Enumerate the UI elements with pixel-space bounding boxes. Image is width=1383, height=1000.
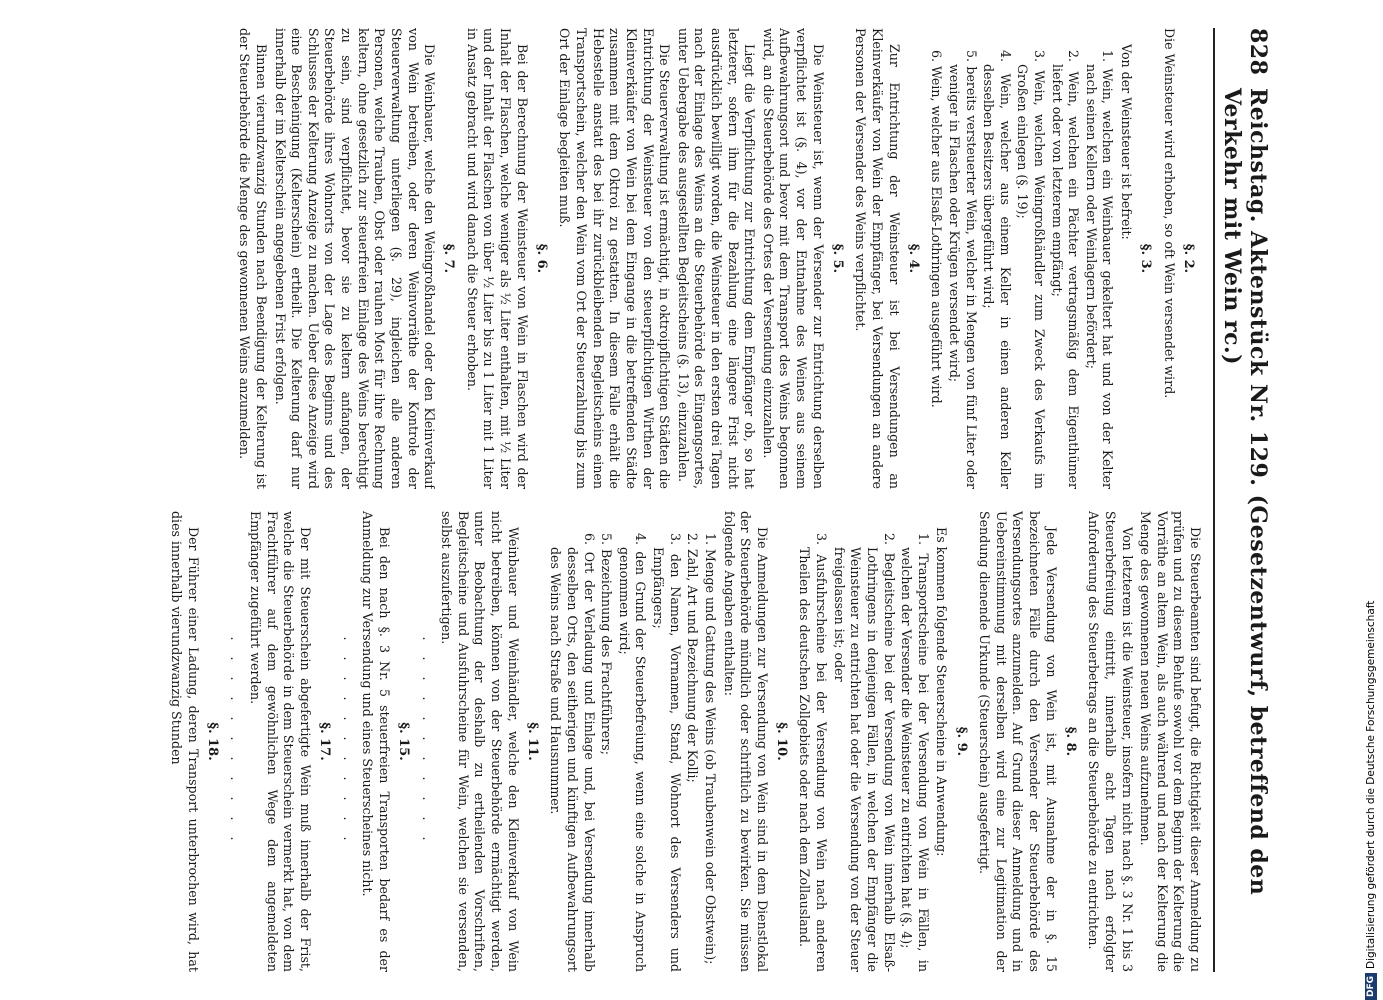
exemption-list xyxy=(928,28,1116,489)
paragraph: Es kommen folgende Steuerscheine in Anwendung: xyxy=(934,527,950,857)
paragraph: Bei der Berechnung der Weinsteuer von Wein in Flaschen wird der Inhalt der Flaschen, welche weniger als ½ Liter enthalten, mit ½ Liter und der Inhalt der Flaschen von über ½ Liter bis zu 1 Liter mit 1 Liter in Ansatz gebracht und wird danach die Steuer erhoben. xyxy=(464,28,530,489)
list-item: 2. Zahl, Art und Bezeichnung der Kolli; xyxy=(685,533,701,783)
section-heading: §. 9. xyxy=(953,726,969,757)
paragraph: Liegt die Verpflichtung zur Entrichtung dem Empfänger ob, so hat letzterer, sofern ihm für die Bezahlung eine längere Frist nicht ausdrücklich bewilligt worden, die Weinsteuer in den ersten drei Tagen nach der Einlage des Weins an die Steuerbehörde des Eingangsortes, unter Uebergabe des ausgestellten Begleitscheins (§. 13), einzuzahlen. xyxy=(675,28,758,489)
left-column xyxy=(23,28,1203,489)
section-heading: §. 7. xyxy=(441,243,457,274)
list-item: 6. Wein, welcher aus Elsaß-Lothringen ausgeführt wird. xyxy=(929,50,945,408)
angaben-list xyxy=(547,511,718,972)
section-heading: §. 5. xyxy=(829,243,845,274)
paragraph: Die Anmeldungen zur Versendung von Wein sind in dem Dienstlokal der Steuerbehörde mündlich oder schriftlich zu bewirken. Sie müssen folgende Angaben enthalten: xyxy=(721,511,770,972)
list-item: 1. Wein, welchen ein Weinbauer gekeltert hat und von der Kelter nach seinen Kellern oder Weinlagern befördert; xyxy=(1083,50,1116,489)
list-item: 1. Menge und Gattung des Weins (ob Traubenwein oder Obstwein); xyxy=(702,533,718,965)
steuerschein-list xyxy=(796,511,931,972)
funding-credit-text: Digitalisierung gefördert durch die Deutsche Forschungsgemeinschaft xyxy=(1365,600,1377,969)
paragraph: Von letzterem ist die Weinsteuer, insofern nicht nach §. 3 Nr. 1 bis 3 Steuerbefreiung eintritt, innerhalb acht Tagen nach erfolgter Anforderung des Steuerbetrags an die Steuerbehörde zu entrichten. xyxy=(1086,511,1135,972)
list-item: 2. Wein, welchen ein Pächter vertragsmäßig dem Eigenthümer liefert oder von letzterem empfängt; xyxy=(1049,50,1082,489)
paragraph: Der mit Steuerschein abgefertigte Wein muß innerhalb der Frist, welche die Steuerbehörde in dem Steuerschein vermerkt hat, von dem Frachtführer auf dem gewöhnlichen Wege dem angemeldeten Empfänger zugeführt werden. xyxy=(248,511,313,972)
section-heading: §. 11. xyxy=(524,722,540,761)
paragraph: Die Weinbauer, welche den Weingroßhandel oder den Kleinverkauf von Wein betreiben, oder deren Weinvorräthe der Kontrole der Steuerverwaltung unterliegen (§. 29), ingleichen alle anderen Personen, welche Trauben, Obst oder rauhen Most für ihre Rechnung keltern, ohne gesetzlich zur steuerfreien Einlage des Weins berechtigt zu sein, sind verpflichtet, bevor sie zu keltern anfangen, der Steuerbehörde ihres Wohnorts von der Lage des Beginns und des Schlusses der Kelterung Anzeige zu machen. Ueber diese Anzeige wird eine Bescheinigung (Kelterschein) ertheilt. Die Kelterung darf nur innerhalb der im Kelterschein angegebenen Frist erfolgen. xyxy=(272,28,438,489)
section-heading: §. 6. xyxy=(533,243,549,274)
list-item: 5. bereits versteuerter Wein, welcher in Mengen von fünf Liter oder weniger in Flaschen oder Krügen versendet wird; xyxy=(946,50,979,489)
right-column xyxy=(23,511,1203,972)
paragraph: Zur Entrichtung der Weinsteuer ist bei Versendungen an Kleinverkäufer von Wein der Empfänger, bei Versendungen an andere Personen der Versender des Weins verpflichtet. xyxy=(853,28,902,489)
section-heading: §. 4. xyxy=(905,243,921,274)
ellipsis-row: . . . . . . . . . . . xyxy=(340,636,356,847)
section-heading: §. 17. xyxy=(317,722,333,761)
section-heading: §. 8. xyxy=(1062,726,1078,757)
paragraph: Die Steuerbeamten sind befugt, die Richtigkeit dieser Anmeldung zu prüfen und zu diesem Behufe sowohl vor dem Beginn der Kelterung die Vorräthe an altem Wein, als auch während und nach der Kelterung die Menge des gewonnenen neuen Weins aufzunehmen. xyxy=(1138,511,1203,972)
paragraph: Die Steuerverwaltung ist ermächtigt, in oktroipflichtigen Städten die Entrichtung der Weinsteuer von den steuerpflichtigen Wirthen der Kleinverkäufer von Wein bei dem Eingange in die betreffenden Städte zusammen mit dem Oktroi zu gestatten. In diesem Falle erhält die Hebestelle anstatt des bei ihr zurückbleibenden Begleitscheins einen Transportschein, welcher den Wein vom Ort der Steuerzahlung bis zum Ort der Einlage begleiten muß. xyxy=(557,28,673,489)
section-heading: §. 10. xyxy=(773,722,789,761)
list-item: 2. Begleitscheine bei der Versendung von Wein innerhalb Elsaß-Lothringens in denjenigen Fällen, in welchen der Empfänger die Weinsteuer zu entrichten hat oder die Versendung von der Steuer freigelassen ist; oder xyxy=(831,533,897,972)
funding-credit-line xyxy=(1362,0,1380,1000)
section-heading: §. 15. xyxy=(396,722,411,761)
paragraph: Binnen vierundzwanzig Stunden nach Beendigung der Kelterung ist der Steuerbehörde die Menge des gewonnenen Weins anzumelden. xyxy=(237,28,270,489)
page-number: 828 xyxy=(1245,28,1271,76)
page-header xyxy=(1213,28,1271,972)
paragraph: Die Weinsteuer wird erhoben, so oft Wein versendet wird. xyxy=(1161,28,1177,399)
list-item: 4. Wein, welcher aus einem Keller in einen anderen Keller desselben Besitzers übergeführt wird; xyxy=(981,50,1013,489)
paragraph: Der Führer einer Ladung, deren Transport unterbrochen wird, hat dies innerhalb vierundzwanzig Stunden xyxy=(169,511,201,972)
list-item: 5. Bezeichnung des Frachtführers; xyxy=(599,533,615,755)
paragraph: Weinbauer und Weinhändler, welche den Kleinverkauf von Wein nicht betreiben, können von der Steuerbehörde ermächtigt werden, unter Beobachtung der deshalb zu ertheilenden Vorschriften, Begleitscheine und Ausfuhrscheine für Wein, welchen sie versenden, selbst auszufertigen. xyxy=(439,511,521,972)
list-item: 6. Ort der Verladung und Einlage und, bei Versendung innerhalb desselben Orts, den seitherigen und künftigen Aufbewahrungsort des Weins nach Straße und Hausnummer. xyxy=(548,533,597,972)
funding-credit xyxy=(1365,0,1383,1000)
page-title: Reichstag. Aktenstück Nr. 129. (Gesetzentwurf, betreffend den Verkehr mit Wein rc.) xyxy=(1219,88,1271,896)
section-heading: §. 3. xyxy=(1138,243,1154,274)
paragraph: Die Weinsteuer ist, wenn der Versender zur Entrichtung derselben verpflichtet ist (§. 4), vor der Entnahme des Weines aus seinem Aufbewahrungsort und bevor mit dem Transport des Weins begonnen wird, an die Steuerbehörde des Ortes der Versendung einzuzahlen. xyxy=(760,28,826,489)
list-item: 3. den Namen, Vornamen, Stand, Wohnort des Versenders und Empfängers; xyxy=(651,533,683,972)
list-item: 3. Ausfuhrscheine bei der Versendung von Wein nach anderen Theilen des deutschen Zollgebiets oder nach dem Zollausland. xyxy=(797,533,830,972)
paragraph: Bei den nach §. 3 Nr. 5 steuerfreien Transporten bedarf es der Anmeldung zur Versendung und eines Steuerscheines nicht. xyxy=(360,511,392,972)
paragraph: Jede Versendung von Wein ist, mit Ausnahme der in §. 15 bezeichneten Fälle durch den Versender der Steuerbehörde des Versendungsortes anzumelden. Auf Grund dieser Anmeldung und in Uebereinstimmung mit derselben wird eine zur Legitimation der Sendung dienende Urkunde (Steuerschein) ausgefertigt. xyxy=(977,511,1059,972)
dfg-logo: DFG xyxy=(1365,973,1377,1000)
section-heading: §. 2. xyxy=(1181,243,1196,274)
text-columns xyxy=(23,28,1203,972)
list-item: 3. Wein, welchen Weingroßhändler zum Zweck des Verkaufs im Großen einlegen (§. 19); xyxy=(1015,50,1048,489)
section-heading: §. 18. xyxy=(204,722,220,761)
list-item: 1. Transportscheine bei der Versendung von Wein in Fällen, in welchen der Versender die Weinsteuer zu entrichten hat (§. 4); xyxy=(899,533,931,972)
paragraph: Von der Weinsteuer ist befreit: xyxy=(1119,44,1135,240)
ellipsis-row: . . . . . . . . . . . xyxy=(228,636,244,847)
list-item: 4. den Grund der Steuerbefreiung, wenn eine solche in Anspruch genommen wird; xyxy=(616,533,649,972)
ellipsis-row: . . . . . . . . . . . xyxy=(419,636,435,847)
